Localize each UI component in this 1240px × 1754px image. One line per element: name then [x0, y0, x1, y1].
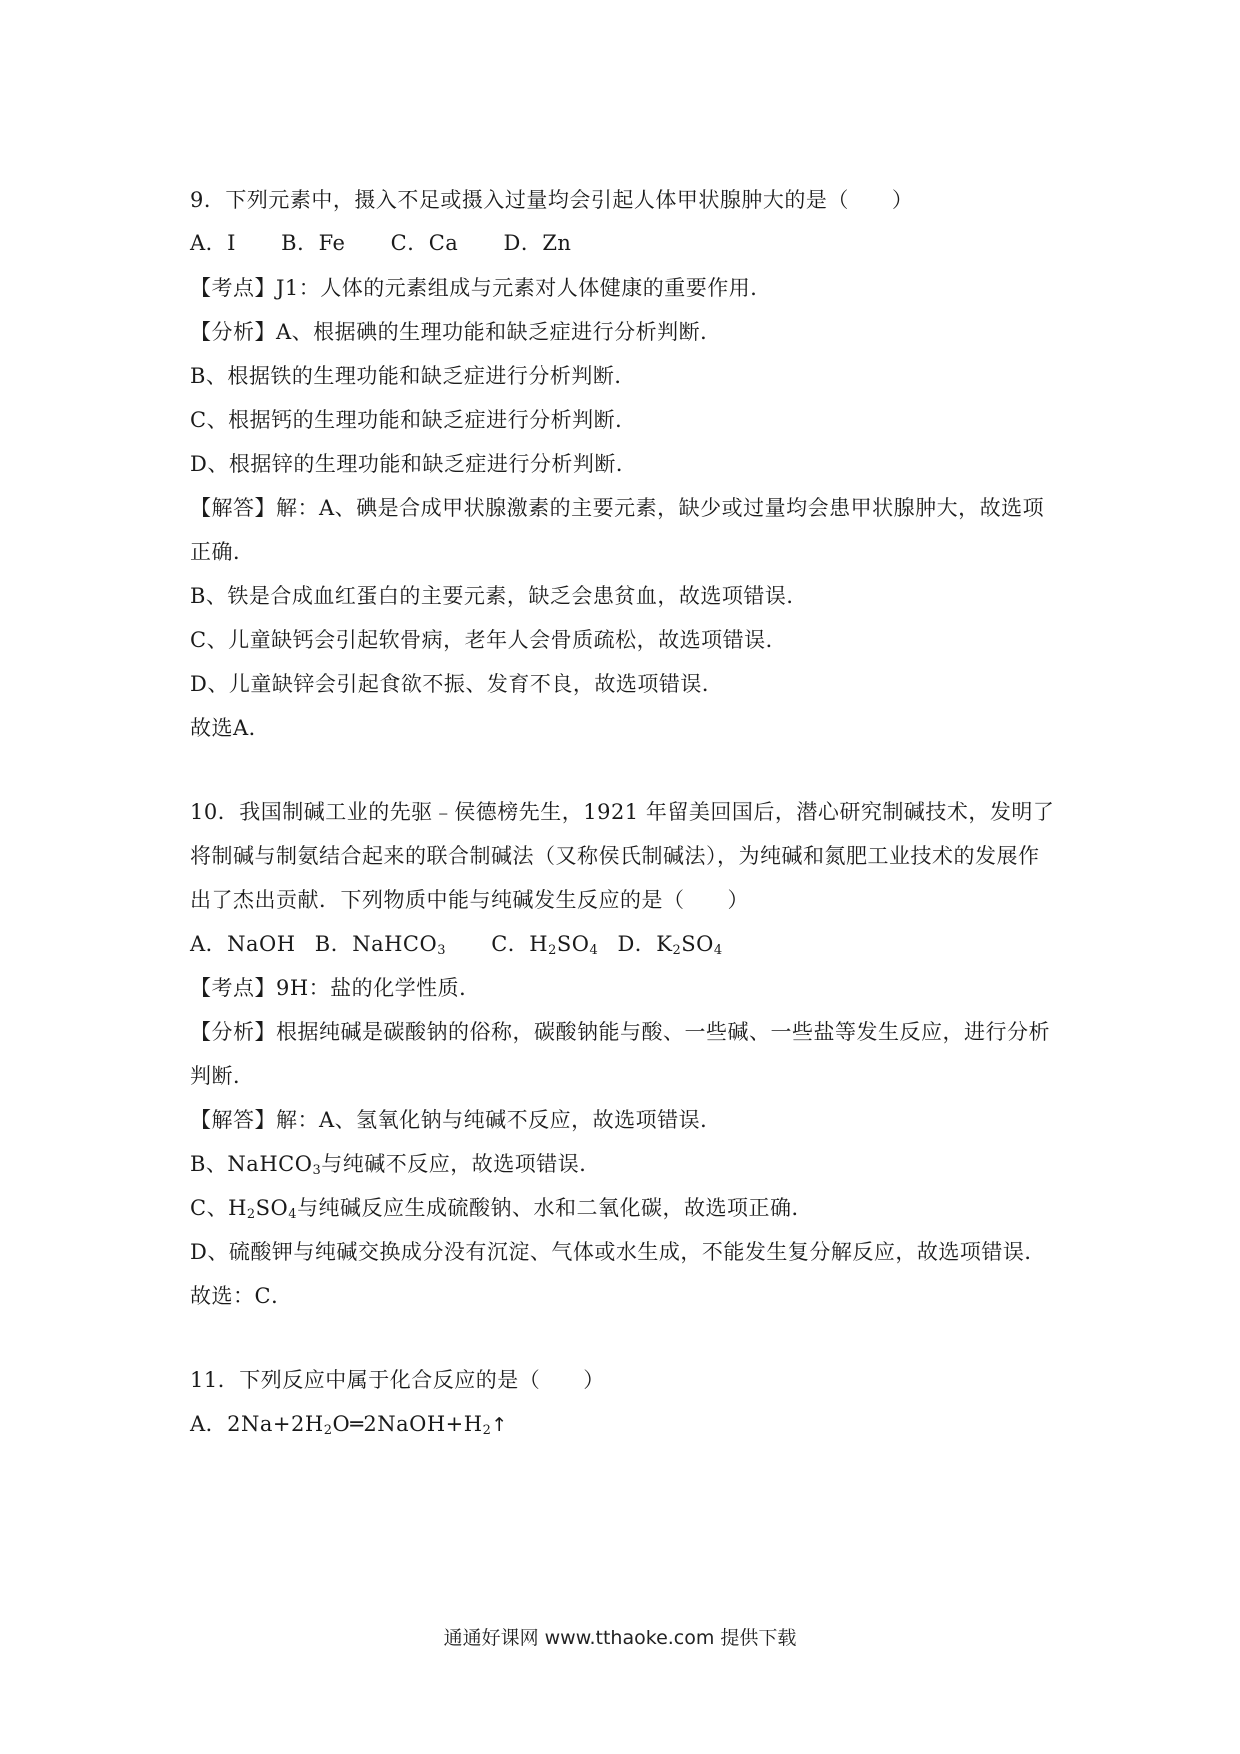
q9-jieda-a: 【解答】解：A、碘是合成甲状腺激素的主要元素，缺少或过量均会患甲状腺肿大，故选项 [190, 496, 1045, 520]
q10-kaodian: 【考点】9H：盐的化学性质． [190, 976, 481, 1000]
q10-fenxi-line-2: 判断． [190, 1064, 255, 1088]
gas-up-arrow: ↑ [491, 1414, 508, 1436]
q10-option-c: C．$H_2SO_4$ [491, 932, 599, 958]
q10-jieda-b: B、NaHCO$_3$与纯碱不反应，故选项错误． [190, 1152, 601, 1178]
q9-fenxi-b: B、根据铁的生理功能和缺乏症进行分析判断． [190, 364, 636, 388]
q9-option-a: A．I [190, 231, 236, 255]
q11-stem: 11．下列反应中属于化合反应的是（ ） [190, 1368, 605, 1392]
q9-option-b: B．Fe [281, 231, 346, 255]
q9-jieda-c: C、儿童缺钙会引起软骨病，老年人会骨质疏松，故选项错误． [190, 628, 788, 652]
q10-option-b: B．NaHCO$_3$ [314, 932, 446, 958]
q9-answer: 故选A． [190, 716, 271, 740]
q9-fenxi-d: D、根据锌的生理功能和缺乏症进行分析判断． [190, 452, 638, 476]
q10-jieda-d: D、硫酸钾与纯碱交换成分没有沉淀、气体或水生成，不能发生复分解反应，故选项错误． [190, 1240, 1046, 1264]
q10-options [190, 930, 723, 958]
q10-option-a: A．NaOH [190, 932, 296, 956]
q9-fenxi-c: C、根据钙的生理功能和缺乏症进行分析判断． [190, 408, 637, 432]
q9-kaodian: 【考点】J1：人体的元素组成与元素对人体健康的重要作用． [190, 276, 772, 300]
q9-options [190, 229, 571, 257]
q9-jieda-b: B、铁是合成血红蛋白的主要元素，缺乏会患贫血，故选项错误． [190, 584, 808, 608]
q10-stem-line-3: 出了杰出贡献．下列物质中能与纯碱发生反应的是（ ） [190, 888, 749, 912]
q10-jieda-a: 【解答】解：A、氢氧化钠与纯碱不反应，故选项错误． [190, 1108, 722, 1132]
q9-stem: 9．下列元素中，摄入不足或摄入过量均会引起人体甲状腺肿大的是（ ） [190, 188, 914, 212]
page-footer: 通通好课网 www.tthaoke.com 提供下载 [443, 1627, 797, 1649]
q10-option-d: D．$K_2SO_4$ [617, 932, 723, 958]
q10-stem-line-1: 10．我国制碱工业的先驱﹣侯德榜先生，1921 年留美回国后，潜心研究制碱技术，发明了 [190, 800, 1055, 824]
q9-option-d: D．Zn [503, 231, 572, 255]
q9-jieda-d: D、儿童缺锌会引起食欲不振、发育不良，故选项错误． [190, 672, 724, 696]
q9-fenxi-a: 【分析】A、根据碘的生理功能和缺乏症进行分析判断． [190, 320, 722, 344]
q10-jieda-c: C、$H_2SO_4$与纯碱反应生成硫酸钠、水和二氧化碳，故选项正确． [190, 1196, 814, 1222]
q11-option-a: A．$2Na+2H_2O═2NaOH+H_2↑$ [190, 1412, 508, 1438]
q9-option-c: C．Ca [390, 231, 459, 255]
q10-fenxi-line-1: 【分析】根据纯碱是碳酸钠的俗称，碳酸钠能与酸、一些碱、一些盐等发生反应，进行分析 [190, 1020, 1050, 1044]
q10-answer: 故选：C． [190, 1284, 293, 1308]
q9-jieda-a-cont: 正确． [190, 540, 255, 564]
q10-stem-line-2: 将制碱与制氨结合起来的联合制碱法（又称侯氏制碱法），为纯碱和氮肥工业技术的发展作 [190, 844, 1040, 868]
